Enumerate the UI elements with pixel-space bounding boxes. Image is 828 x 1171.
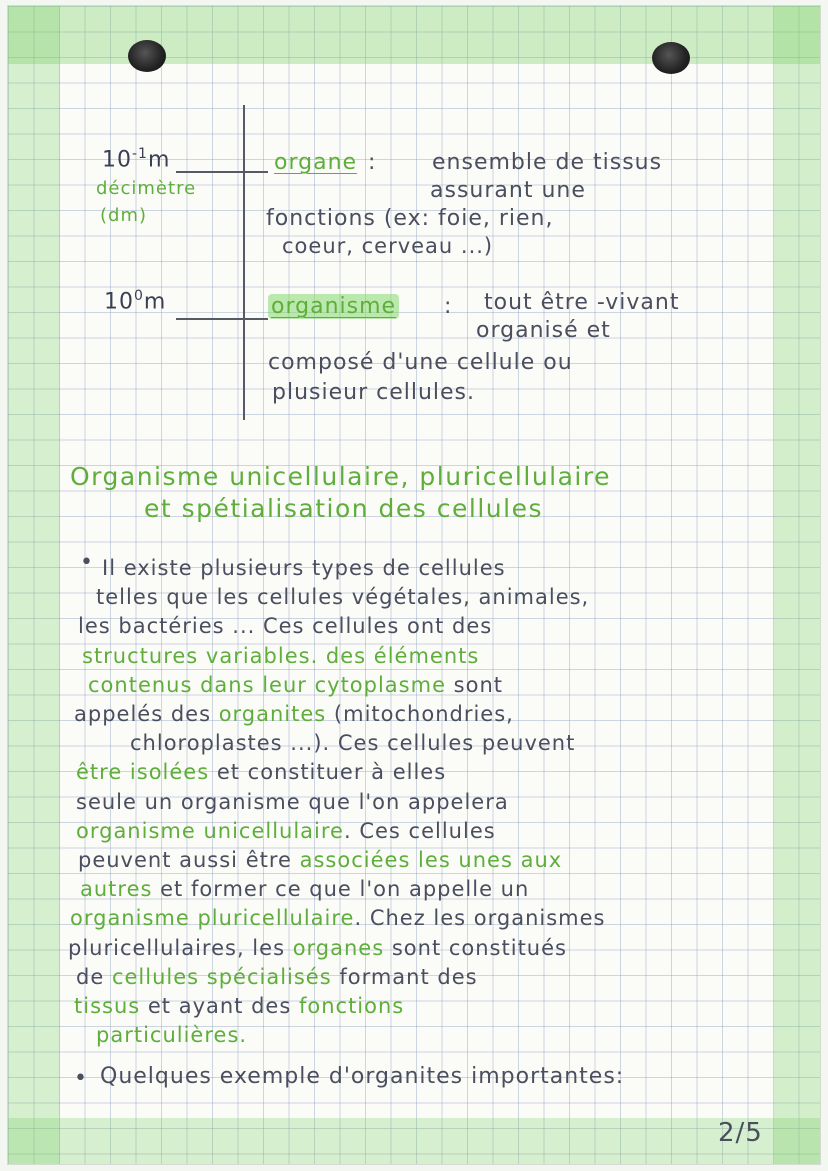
highlight-left (8, 6, 60, 1164)
highlighted-term: cellules spécialisés (111, 964, 332, 989)
highlighted-term: autres (80, 877, 153, 902)
paragraph-line (96, 1023, 247, 1047)
paragraph-text: Il existe plusieurs types de cellules (102, 556, 506, 580)
section-title-line2: et spétialisation des cellules (144, 494, 543, 523)
def-organe-line2: assurant une (430, 178, 586, 203)
paragraph-line (78, 614, 492, 638)
paragraph-text: de (76, 964, 112, 989)
paragraph-line (74, 994, 404, 1018)
highlighted-term: contenus dans leur cytoplasme (88, 672, 446, 697)
paragraph-line (82, 644, 479, 668)
paragraph-text: chloroplastes ...). Ces cellules peuvent (130, 731, 576, 756)
paragraph-text: et former ce que l'on appelle un (152, 877, 530, 902)
punch-hole-left (128, 40, 166, 72)
paragraph-line (68, 936, 567, 960)
paragraph-line (76, 965, 478, 989)
paragraph-text: . Ces cellules (343, 818, 496, 843)
highlighted-term: structures variables. des éléments (82, 643, 480, 668)
def-organisme-colon: : (444, 294, 453, 319)
paragraph-text: sont (446, 672, 504, 697)
highlighted-term: être isolées (76, 760, 210, 785)
paragraph-text: sont constitués (384, 935, 567, 960)
term-organisme (268, 294, 399, 319)
scale-tick-2 (176, 318, 268, 320)
paragraph-line (76, 819, 496, 843)
highlighted-term: particulières. (96, 1023, 248, 1048)
highlighted-term: organites (218, 702, 327, 726)
highlighted-term: organisme pluricellulaire (70, 906, 355, 931)
def-organe-line4: coeur, cerveau ...) (282, 234, 494, 258)
highlighted-term: organes (292, 935, 385, 960)
paragraph-text: peuvent aussi être (78, 848, 300, 872)
examples-intro: Quelques exemple d'organites importantes: (100, 1064, 625, 1089)
paragraph-text: . Chez les organismes (354, 906, 606, 931)
scale-label-decimeter: $10^{-1}m$ (102, 146, 171, 173)
term-organe: organe (274, 150, 358, 175)
paragraph-text: pluricellulaires, les (68, 935, 293, 960)
paragraph-text: formant des (331, 964, 478, 989)
paragraph-text: telles que les cellules végétales, animales, (96, 585, 590, 610)
paragraph-line (76, 790, 509, 814)
scale-axis (243, 105, 245, 420)
paragraph-text: les bactéries ... Ces cellules ont des (78, 614, 493, 639)
paragraph-line (78, 848, 562, 872)
paragraph-line (102, 556, 506, 580)
paragraph-text: seule un organisme que l'on appelera (76, 789, 509, 814)
def-organe-line1: ensemble de tissus (432, 150, 663, 175)
def-organisme-line1: tout être -vivant (484, 290, 680, 315)
def-organisme-line4: plusieur cellules. (272, 380, 476, 405)
unit-abbr: (dm) (100, 205, 148, 226)
highlighted-term: organisme unicellulaire (76, 818, 344, 843)
bullet-1: • (80, 550, 94, 575)
paragraph-text: et constituer à elles (209, 760, 447, 785)
def-organisme-line3: composé d'une cellule ou (268, 350, 573, 375)
highlight-bottom (8, 1118, 820, 1164)
highlighted-term: associées les unes aux (299, 848, 563, 872)
scale-tick-1 (176, 171, 268, 173)
page-number: 2/5 (718, 1118, 763, 1148)
paragraph-text: (mitochondries, (326, 702, 514, 726)
highlighted-term: tissus (74, 994, 141, 1018)
paragraph-text: appelés des (74, 702, 219, 726)
paragraph-line (76, 760, 446, 784)
bullet-2: • (74, 1066, 88, 1091)
scale-label-meter: $10^0m$ (104, 288, 167, 315)
paragraph-line (88, 673, 503, 697)
def-organe-colon: : (368, 150, 377, 175)
paragraph-line (80, 877, 529, 901)
paragraph-line (96, 585, 589, 609)
highlight-right (774, 6, 820, 1164)
def-organisme-line2: organisé et (476, 318, 611, 343)
unit-name: décimètre (96, 178, 197, 199)
paragraph-text: et ayant des (140, 994, 299, 1018)
punch-hole-right (652, 42, 690, 74)
paragraph-line (70, 906, 606, 930)
paragraph-line (74, 702, 514, 726)
term-organisme-text: organisme (268, 294, 399, 319)
section-title-line1: Organisme unicellulaire, pluricellulaire (70, 462, 611, 491)
def-organe-line3: fonctions (ex: foie, rien, (266, 206, 554, 231)
paragraph-line (130, 731, 575, 755)
highlighted-term: fonctions (298, 994, 405, 1018)
